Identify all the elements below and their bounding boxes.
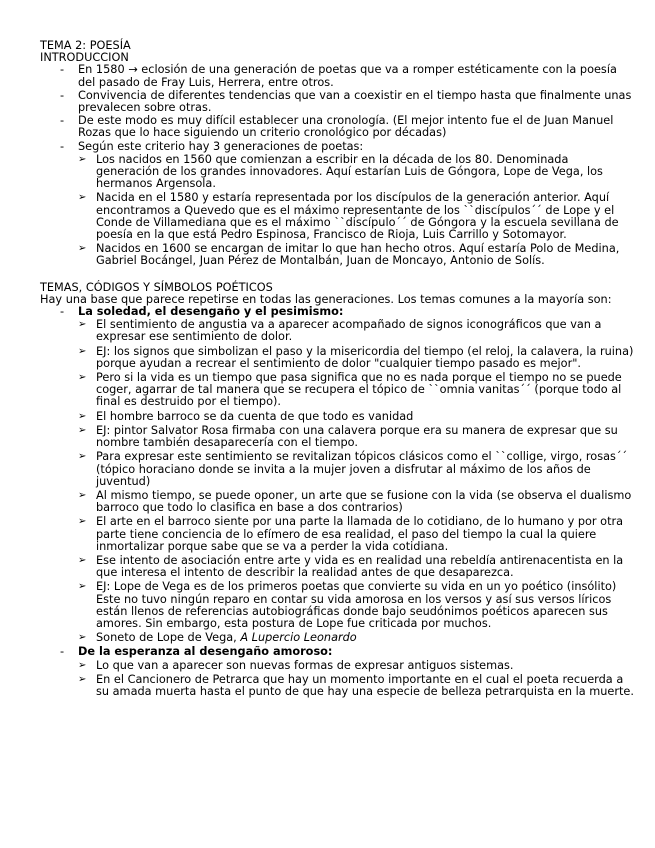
list-item: ➢ Nacida en el 1580 y estaría representada por los discípulos de la generación anterior. Aquí encontramos a Quevedo que es el máximo representante de los ``discípulos´´ de Lope y el Conde de Villamediana que es el máximo ``discípulo´´ de Góngora y la escuela sevillana de poesía en la que está Pedro Espinosa, Francisco de Rioja, Luis Carrillo y Sotomayor. xyxy=(78,191,619,242)
list-item: ➢ El hombre barroco se da cuenta de que todo es vanidad xyxy=(78,409,414,423)
dash-bullet: - xyxy=(60,88,65,102)
arrow-bullet-icon: ➢ xyxy=(78,345,87,357)
list-item: - En 1580 → eclosión de una generación de poetas que va a romper estéticamente con la poesía del pasado de Fray Luis, Herrera, entre otros. xyxy=(60,63,617,89)
topic-title: De la esperanza al desengaño amoroso: xyxy=(78,645,333,659)
topic1-list xyxy=(78,319,635,644)
list-item: ➢ Lo que van a aparecer son nuevas formas de expresar antiguos sistemas. xyxy=(78,658,514,672)
arrow-bullet-icon: ➢ xyxy=(78,153,87,165)
arrow-bullet-icon: ➢ xyxy=(78,243,87,255)
list-item: ➢ EJ: los signos que simbolizan el paso y la misericordia del tiempo (el reloj, la calavera, la ruina) porque ayudan a recrear el sentimiento de dolor "cualquier tiempo pasado es mejor". xyxy=(78,344,634,370)
generations-list xyxy=(78,154,635,268)
list-item: ➢ Soneto de Lope de Vega, A Lupercio Leonardo xyxy=(78,631,357,645)
arrow-bullet-icon: ➢ xyxy=(78,673,87,685)
page-title: TEMA 2: POESÍA xyxy=(40,39,131,52)
dash-bullet: - xyxy=(60,114,65,128)
arrow-bullet-icon: ➢ xyxy=(78,319,87,331)
dash-bullet: - xyxy=(60,63,65,77)
list-item: ➢ EJ: pintor Salvator Rosa firmaba con una calavera porque era su manera de expresar que su nombre también desaparecería con el tiempo. xyxy=(78,423,618,450)
arrow-bullet-icon: ➢ xyxy=(78,410,87,422)
themes-intro: Hay una base que parece repetirse en todas las generaciones. Los temas comunes a la mayoría son: xyxy=(40,292,612,306)
arrow-bullet-icon: ➢ xyxy=(78,554,87,566)
list-item: ➢ Al mismo tiempo, se puede oponer, un arte que se fusione con la vida (se observa el dualismo barroco que todo lo clasifica en base a dos contrarios) xyxy=(78,488,632,515)
list-item: ➢ Ese intento de asociación entre arte y vida es en realidad una rebeldía antirenacentista en la que interesa el intento de describir la realidad antes de que desaparezca. xyxy=(78,553,624,580)
sonnet-title: A Lupercio Leonardo xyxy=(240,631,357,645)
themes-heading: TEMAS, CÓDIGOS Y SÍMBOLOS POÉTICOS xyxy=(40,280,273,294)
list-item: - Según este criterio hay 3 generaciones de poetas: ➢ Los nacidos en 1560 que comienzan a escribir en la década de los 80. Denominada generación de los grandes innovadores. Aquí estarían Luis de Góngora, Lope de Vega, los hermanos Argensola. ➢ Nacida en el 1580 y estaría representada por los discípulos de la generación anterior. Aquí encontramos a Quevedo que es el máximo representante de los ``discípulos´´ de Lope y el Conde de Villamediana que es el máximo ``discípulo´´ de Góngora y la escuela sevillana de poesía en la que está Pedro Espinosa, Francisco de Rioja, Luis Carrillo y Sotomayor. ➢ Nacidos en 1600 se encargan de imitar lo que han hecho otros. Aquí estaría Polo de Medina, Gabriel Bocángel, Juan Pérez de Montalbán, Juan de Moncayo, Antonio de Solís. xyxy=(40,141,635,268)
list-item: ➢ El arte en el barroco siente por una parte la llamada de lo cotidiano, de lo humano y por otra parte tiene conciencia de lo efímero de esa realidad, el paso del tiempo la cual la quiere inmortalizar porque sabe que se va a perder la vida cotidiana. xyxy=(78,515,624,553)
arrow-bullet-icon: ➢ xyxy=(78,489,87,501)
list-item: ➢ En el Cancionero de Petrarca que hay un momento importante en el cual el poeta recuerda a su amada muerta hasta el punto de que hay una especie de belleza petrarquista en la muerte. xyxy=(78,672,634,698)
arrow-bullet-icon: ➢ xyxy=(78,372,87,384)
intro-heading: INTRODUCCION xyxy=(40,51,129,65)
arrow-bullet-icon: ➢ xyxy=(78,516,87,528)
arrow-bullet-icon: ➢ xyxy=(78,424,87,436)
list-item: ➢ Los nacidos en 1560 que comienzan a escribir en la década de los 80. Denominada generación de los grandes innovadores. Aquí estarían Luis de Góngora, Lope de Vega, los hermanos Argensola. xyxy=(78,152,603,191)
list-item: - Convivencia de diferentes tendencias que van a coexistir en el tiempo hasta que finalmente unas prevalecen sobre otras. xyxy=(60,88,632,115)
arrow-bullet-icon: ➢ xyxy=(78,659,87,671)
topics-list xyxy=(40,306,635,698)
intro-list xyxy=(40,64,635,267)
arrow-bullet-icon: ➢ xyxy=(78,451,87,463)
list-item: ➢ Nacidos en 1600 se encargan de imitar lo que han hecho otros. Aquí estaría Polo de Medina, Gabriel Bocángel, Juan Pérez de Montalbán, Juan de Moncayo, Antonio de Solís. xyxy=(78,242,620,268)
arrow-bullet-icon: ➢ xyxy=(78,632,87,644)
topic-title: La soledad, el desengaño y el pesimismo: xyxy=(78,305,344,319)
topic-item xyxy=(40,646,635,698)
list-item: ➢ El sentimiento de angustia va a aparecer acompañado de signos iconográficos que van a expresar ese sentimiento de dolor. xyxy=(78,318,602,344)
arrow-bullet-icon: ➢ xyxy=(78,192,87,204)
topic2-list xyxy=(78,660,635,699)
arrow-bullet-icon: ➢ xyxy=(78,581,87,593)
dash-bullet: - xyxy=(60,139,65,153)
list-item: ➢ EJ: Lope de Vega es de los primeros poetas que convierte su vida en un yo poético (insólito) Este no tuvo ningún reparo en contar su vida amorosa en los versos y así sus versos líricos están llenos de referencias autobiográficas donde bajo seudónimos poéticos aparecen sus amores. Sin embargo, esta postura de Lope fue criticada por muchos. xyxy=(78,580,617,630)
dash-bullet: - xyxy=(60,645,65,659)
topic-item xyxy=(40,306,635,644)
list-item: - De este modo es muy difícil establecer una cronología. (El mejor intento fue el de Juan Manuel Rozas que lo hace siguiendo un criterio cronológico por décadas) xyxy=(60,114,614,140)
list-item: ➢ Para expresar este sentimiento se revitalizan tópicos clásicos como el ``collige, virgo, rosas´´ (tópico horaciano donde se invita a la mujer joven a disfrutar al máximo de los años de juventud) xyxy=(78,450,628,488)
list-item: ➢ Pero si la vida es un tiempo que pasa significa que no es nada porque el tiempo no se puede coger, agarrar de tal manera que se recupera el tópico de ``omnia vanitas´´ (porque todo al final es destruido por el tiempo). xyxy=(78,371,622,409)
dash-bullet: - xyxy=(60,305,65,319)
